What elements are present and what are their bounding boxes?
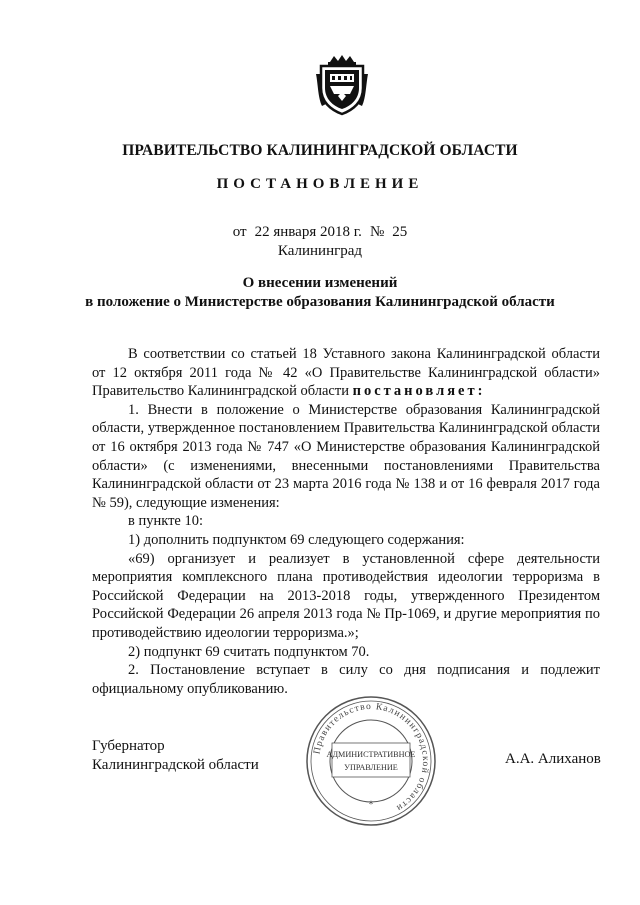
- official-seal: [304, 694, 438, 828]
- position-line-2: Калининградской области: [92, 757, 259, 773]
- paragraph-1: 1. Внести в положение о Министерстве образования Калининградской области, утвержденное постановлением Правительства Калининградской области от 16 октября 2013 года № 747 «О Министерстве образования Калининградской области» (с изменениями, внесенными постановлениями Правительства Калининградской области от 23 марта 2016 года № 138 и от 16 февраля 2017 года № 59), следующие изменения:: [92, 401, 600, 511]
- intro-text: В соответствии со статьей 18 Уставного закона Калининградской области от 12 октября 2011 года № 42 «О Правительстве Калининградской области» Правительство Калининградской области: [92, 346, 600, 400]
- document-type: ПОСТАНОВЛЕНИЕ: [216, 176, 424, 192]
- seal-ring-text: Правительство Калининградской области: [312, 701, 431, 814]
- intro-paragraph: [92, 345, 600, 401]
- document-body: [92, 345, 600, 698]
- paragraph-6: 2. Постановление вступает в силу со дня подписания и подлежит официальному опубликованию.: [92, 662, 600, 697]
- seal-star-icon: *: [368, 800, 374, 810]
- paragraph-3: 1) дополнить подпунктом 69 следующего содержания:: [128, 531, 465, 548]
- decree-word: постановляет:: [352, 383, 486, 400]
- seal-center-line-1: АДМИНИСТРАТИВНОЕ: [326, 750, 416, 759]
- date-number-line: [0, 224, 640, 241]
- date-prefix: от: [232, 224, 247, 240]
- document-date: 22 января 2018 г.: [254, 224, 362, 240]
- title-line-1: О внесении изменений: [242, 275, 398, 291]
- document-number: 25: [392, 224, 408, 240]
- title-line-2: в положение о Министерстве образования Калининградской области: [85, 294, 555, 310]
- paragraph-4: «69) организует и реализует в установленной сфере деятельности мероприятия комплексного плана противодействия идеологии терроризма в Российской Федерации на 2013-2018 годы, утвержденного Президентом Российской Федерации 26 апреля 2013 года № Пр-1069, и другие мероприятия по противодействию идеологии терроризма.»;: [92, 550, 600, 641]
- seal-center-line-2: УПРАВЛЕНИЕ: [344, 763, 398, 772]
- paragraph-5: 2) подпункт 69 считать подпунктом 70.: [128, 643, 370, 660]
- document-title: [0, 274, 640, 312]
- signatory-name: А.А. Алиханов: [505, 751, 601, 767]
- paragraph-2: в пункте 10:: [128, 513, 204, 530]
- city: Калининград: [277, 243, 363, 259]
- organization-name: ПРАВИТЕЛЬСТВО КАЛИНИНГРАДСКОЙ ОБЛАСТИ: [122, 142, 518, 159]
- signatory-position: [92, 737, 259, 775]
- position-line-1: Губернатор: [92, 738, 165, 754]
- coat-of-arms-icon: [316, 54, 368, 116]
- number-sign: №: [369, 224, 385, 240]
